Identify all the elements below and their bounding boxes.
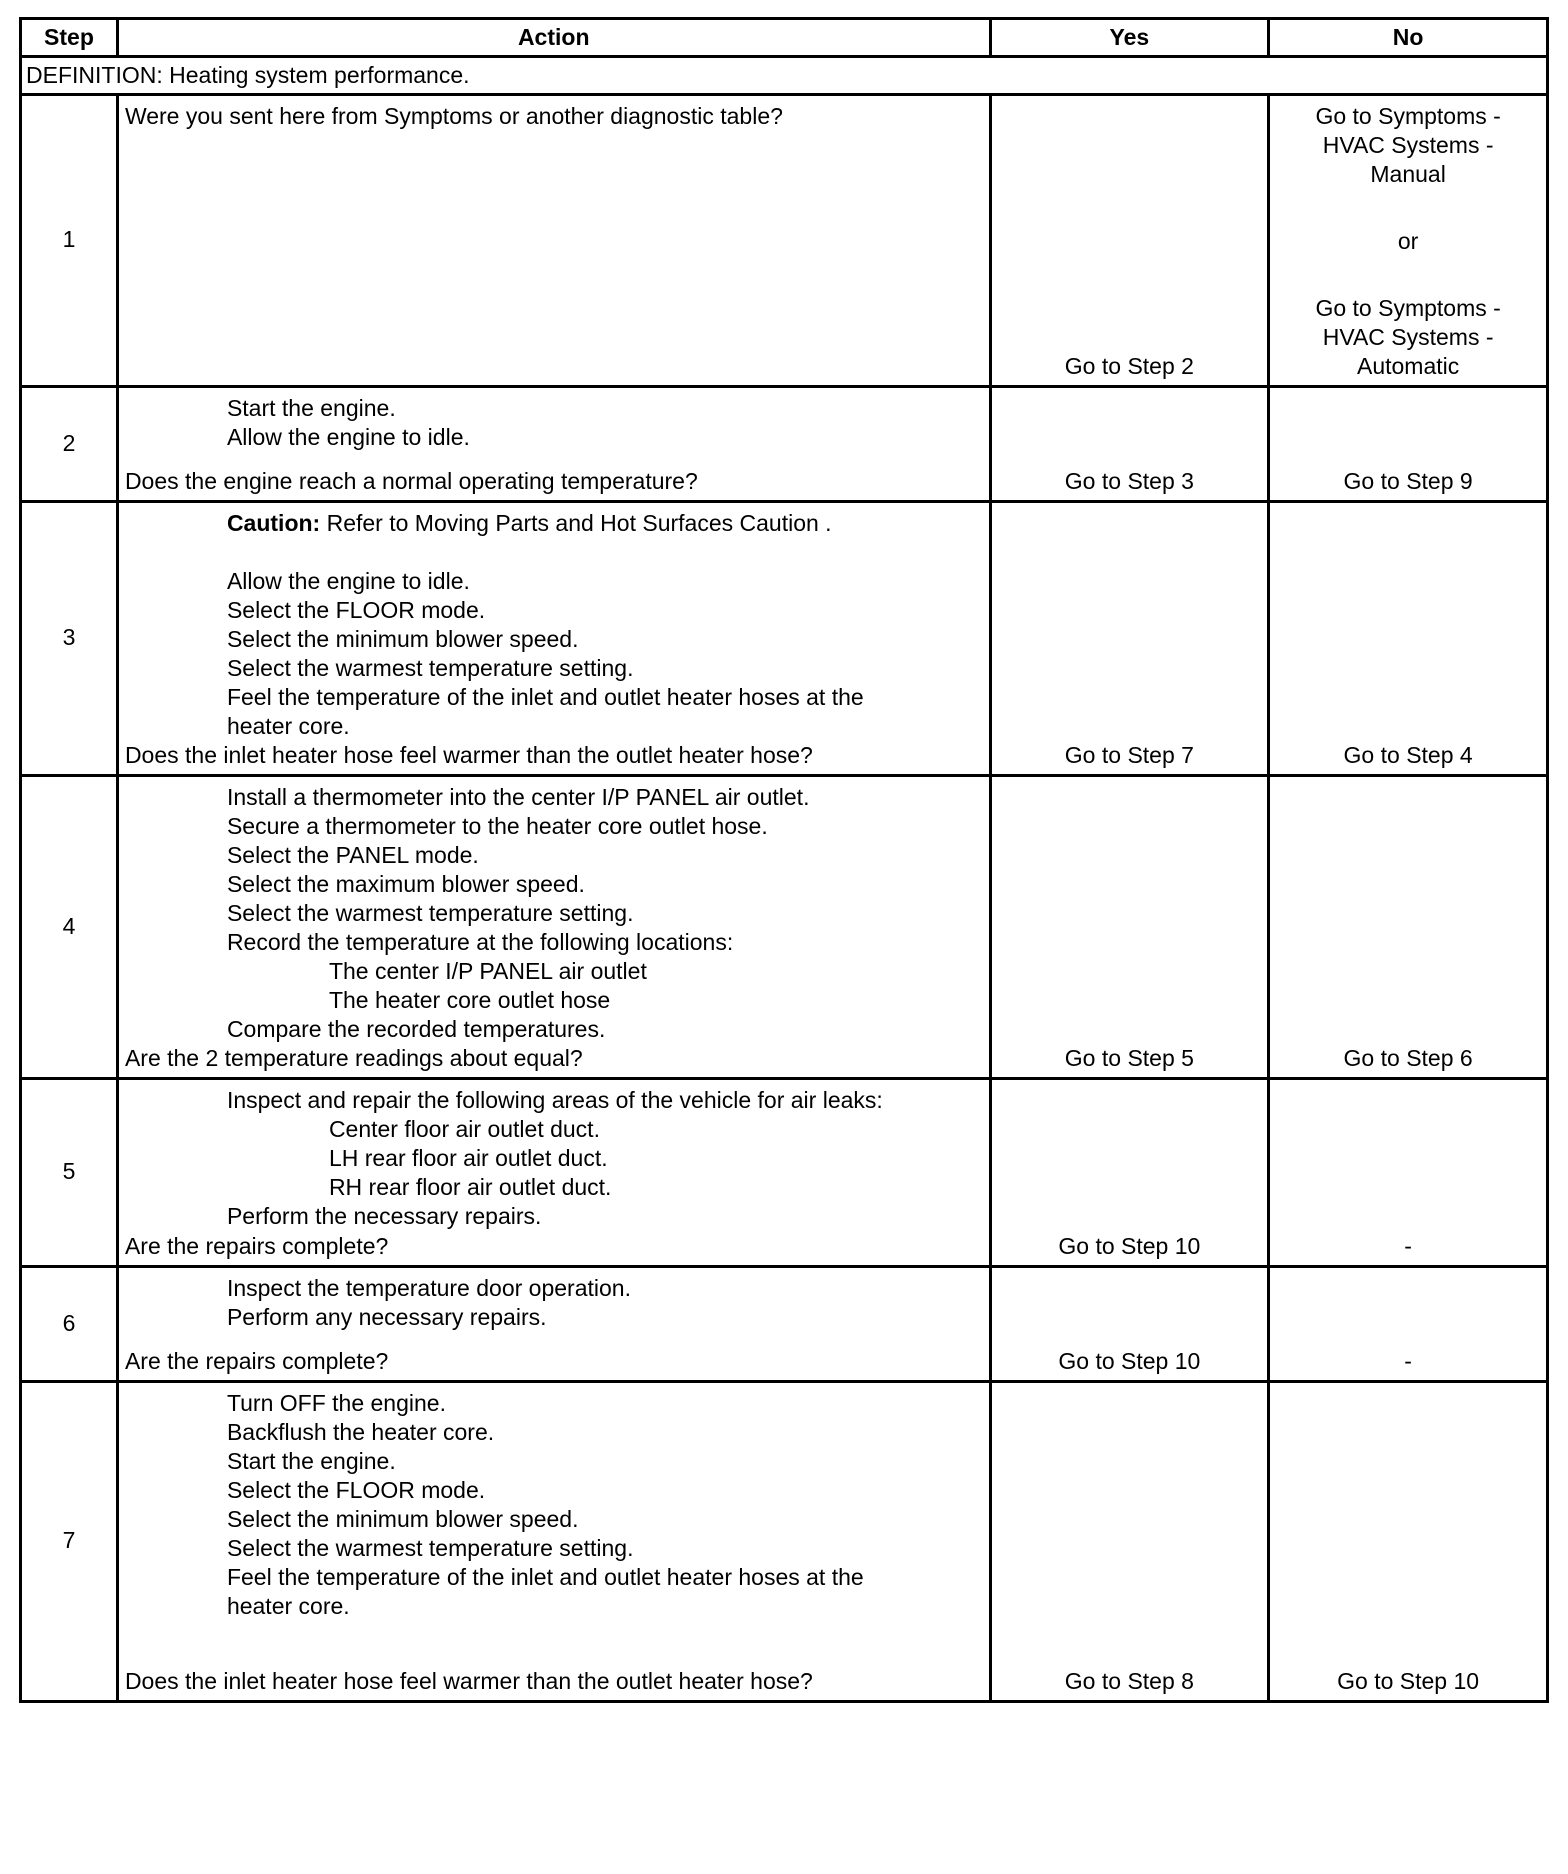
action-line: heater core. — [226, 713, 350, 739]
definition-label: DEFINITION: — [26, 62, 163, 88]
action-line: Turn OFF the engine. — [226, 1390, 446, 1416]
step-number: 1 — [21, 95, 118, 387]
action-subline: The center I/P PANEL air outlet — [328, 958, 647, 984]
no-line: or — [1397, 228, 1419, 254]
action-line: Select the minimum blower speed. — [226, 1506, 579, 1532]
action-line: Allow the engine to idle. — [226, 424, 470, 450]
yes-cell: Go to Step 3 — [990, 387, 1269, 502]
action-subline: Center floor air outlet duct. — [328, 1116, 600, 1142]
step-number: 2 — [21, 387, 118, 502]
action-line: Select the FLOOR mode. — [226, 597, 486, 623]
header-action: Action — [117, 19, 990, 57]
no-cell: Go to Step 4 — [1269, 502, 1548, 776]
action-line: Select the maximum blower speed. — [226, 871, 585, 897]
action-line: Compare the recorded temperatures. — [226, 1016, 606, 1042]
action-line: Record the temperature at the following locations: — [226, 929, 734, 955]
yes-cell: Go to Step 8 — [990, 1382, 1269, 1702]
no-cell: Go to Step 9 — [1269, 387, 1548, 502]
definition-row — [21, 57, 1548, 95]
action-line: Inspect and repair the following areas of the vehicle for air leaks: — [226, 1087, 883, 1113]
no-line: Go to Symptoms - — [1315, 295, 1501, 321]
action-line: Install a thermometer into the center I/P PANEL air outlet. — [226, 784, 810, 810]
action-line: Inspect the temperature door operation. — [226, 1275, 631, 1301]
action-question: Are the 2 temperature readings about equal? — [124, 1045, 583, 1071]
yes-cell: Go to Step 2 — [990, 95, 1269, 387]
yes-cell: Go to Step 7 — [990, 502, 1269, 776]
no-cell: Go to Step 10 — [1269, 1382, 1548, 1702]
no-line: Manual — [1370, 161, 1446, 187]
action-question: Were you sent here from Symptoms or another diagnostic table? — [124, 103, 783, 129]
action-line: Select the minimum blower speed. — [226, 626, 579, 652]
action-question: Are the repairs complete? — [124, 1348, 389, 1374]
action-line: Allow the engine to idle. — [226, 568, 470, 594]
diagnostic-table — [19, 17, 1549, 1703]
action-subline: LH rear floor air outlet duct. — [328, 1145, 608, 1171]
no-cell: - — [1269, 1267, 1548, 1382]
step-row-2 — [21, 387, 1548, 502]
step-row-5 — [21, 1079, 1548, 1267]
no-cell: Go to Step 6 — [1269, 776, 1548, 1079]
action-question: Does the inlet heater hose feel warmer than the outlet heater hose? — [124, 1668, 813, 1694]
action-line: Feel the temperature of the inlet and outlet heater hoses at the — [226, 684, 864, 710]
step-number: 6 — [21, 1267, 118, 1382]
action-subline: RH rear floor air outlet duct. — [328, 1174, 612, 1200]
action-line: Select the FLOOR mode. — [226, 1477, 486, 1503]
step-number: 7 — [21, 1382, 118, 1702]
action-line: Select the warmest temperature setting. — [226, 1535, 634, 1561]
no-line: HVAC Systems - — [1322, 324, 1494, 350]
yes-cell: Go to Step 10 — [990, 1079, 1269, 1267]
step-row-6 — [21, 1267, 1548, 1382]
action-line: Select the warmest temperature setting. — [226, 655, 634, 681]
action-cell — [117, 1382, 990, 1702]
step-row-4 — [21, 776, 1548, 1079]
caution-line — [227, 509, 983, 538]
action-line: Secure a thermometer to the heater core outlet hose. — [226, 813, 768, 839]
caution-text: Refer to Moving Parts and Hot Surfaces Caution . — [326, 510, 832, 536]
action-line: Start the engine. — [226, 395, 396, 421]
no-line: Go to Symptoms - — [1315, 103, 1501, 129]
action-line: Select the warmest temperature setting. — [226, 900, 634, 926]
no-line: HVAC Systems - — [1322, 132, 1494, 158]
no-cell: - — [1269, 1079, 1548, 1267]
action-subline: The heater core outlet hose — [328, 987, 611, 1013]
header-step: Step — [21, 19, 118, 57]
step-number: 4 — [21, 776, 118, 1079]
action-cell — [117, 95, 990, 387]
header-row — [21, 19, 1548, 57]
caution-label: Caution: — [226, 510, 321, 536]
yes-cell: Go to Step 10 — [990, 1267, 1269, 1382]
action-cell — [117, 776, 990, 1079]
action-line: Start the engine. — [226, 1448, 396, 1474]
action-cell — [117, 1267, 990, 1382]
action-question: Does the engine reach a normal operating temperature? — [124, 468, 698, 494]
step-number: 3 — [21, 502, 118, 776]
action-line: Feel the temperature of the inlet and outlet heater hoses at the — [226, 1564, 864, 1590]
header-yes: Yes — [990, 19, 1269, 57]
definition-text: Heating system performance. — [169, 62, 470, 88]
action-line: Perform the necessary repairs. — [226, 1203, 542, 1229]
action-question: Are the repairs complete? — [124, 1233, 389, 1259]
header-no: No — [1269, 19, 1548, 57]
step-row-3 — [21, 502, 1548, 776]
action-line: heater core. — [226, 1593, 350, 1619]
action-cell — [117, 502, 990, 776]
action-cell — [117, 1079, 990, 1267]
action-line: Backflush the heater core. — [226, 1419, 495, 1445]
no-line: Automatic — [1356, 353, 1460, 379]
step-row-7 — [21, 1382, 1548, 1702]
action-line: Select the PANEL mode. — [226, 842, 479, 868]
step-row-1 — [21, 95, 1548, 387]
action-question: Does the inlet heater hose feel warmer than the outlet heater hose? — [124, 742, 813, 768]
step-number: 5 — [21, 1079, 118, 1267]
action-cell — [117, 387, 990, 502]
definition-cell — [21, 57, 1548, 95]
yes-cell: Go to Step 5 — [990, 776, 1269, 1079]
action-line: Perform any necessary repairs. — [226, 1304, 547, 1330]
no-cell — [1269, 95, 1548, 387]
